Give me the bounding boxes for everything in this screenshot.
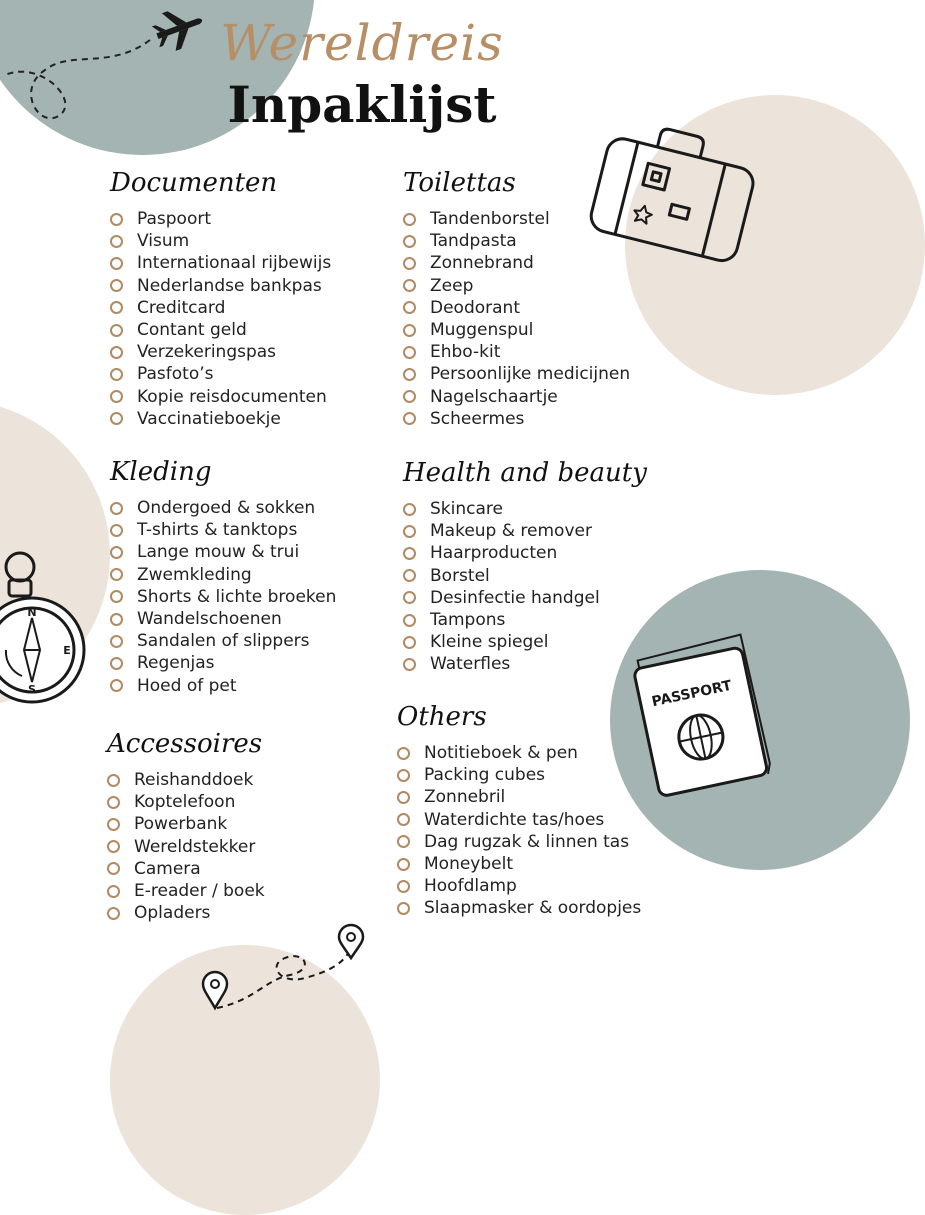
checklist-item[interactable]: [110, 541, 336, 563]
checklist-item-label: Packing cubes: [424, 765, 546, 786]
checkbox-circle-icon[interactable]: [107, 796, 120, 809]
checkbox-circle-icon[interactable]: [397, 880, 410, 893]
checklist-item-label: Haarproducten: [430, 543, 558, 564]
checklist-item-label: Borstel: [430, 565, 490, 586]
section-title: Others: [397, 702, 487, 732]
checklist-item[interactable]: [397, 831, 641, 853]
section-others: [397, 704, 641, 920]
checklist-item[interactable]: [397, 809, 641, 831]
checklist: [403, 498, 647, 676]
checklist-item[interactable]: [110, 564, 336, 586]
checklist-item-label: Notitieboek & pen: [424, 743, 578, 764]
checklist-item[interactable]: [107, 813, 265, 835]
checklist-item-label: Kopie reisdocumenten: [137, 386, 327, 407]
checklist-item-label: E-reader / boek: [134, 881, 265, 902]
checklist-item-label: Zwemkleding: [137, 564, 252, 585]
checklist-item-label: Deodorant: [430, 297, 520, 318]
checklist-item[interactable]: [107, 858, 265, 880]
checklist-item-label: Desinfectie handgel: [430, 587, 600, 608]
checklist-item[interactable]: [403, 275, 630, 297]
checklist-item-label: Zeep: [430, 275, 474, 296]
checkbox-circle-icon[interactable]: [110, 368, 123, 381]
checklist-item-label: Ehbo-kit: [430, 342, 501, 363]
checkbox-circle-icon[interactable]: [110, 213, 123, 226]
checkbox-circle-icon[interactable]: [403, 591, 416, 604]
checkbox-circle-icon[interactable]: [110, 279, 123, 292]
checklist-item[interactable]: [403, 363, 630, 385]
checklist-item[interactable]: [403, 498, 647, 520]
checklist-item[interactable]: [110, 652, 336, 674]
checklist-item[interactable]: [107, 836, 265, 858]
checklist-item[interactable]: [397, 853, 641, 875]
checkbox-circle-icon[interactable]: [403, 525, 416, 538]
checkbox-circle-icon[interactable]: [110, 257, 123, 270]
checkbox-circle-icon[interactable]: [397, 858, 410, 871]
checkbox-circle-icon[interactable]: [110, 524, 123, 537]
page-title: Inpaklijst: [227, 75, 497, 134]
checklist-item[interactable]: [110, 519, 336, 541]
checkbox-circle-icon[interactable]: [110, 613, 123, 626]
checklist-item-label: Kleine spiegel: [430, 632, 549, 653]
checklist-item-label: Contant geld: [137, 320, 247, 341]
checklist-item[interactable]: [110, 341, 331, 363]
checkbox-circle-icon[interactable]: [403, 235, 416, 248]
checklist-item-label: T-shirts & tanktops: [137, 520, 298, 541]
checklist-item-label: Verzekeringspas: [137, 342, 277, 363]
checkbox-circle-icon[interactable]: [107, 774, 120, 787]
checklist-item[interactable]: [110, 608, 336, 630]
compass-s: S: [28, 683, 36, 696]
checklist: [403, 208, 630, 430]
checklist-item[interactable]: [110, 408, 331, 430]
checkbox-circle-icon[interactable]: [403, 346, 416, 359]
checklist-item-label: Persoonlijke medicijnen: [430, 364, 631, 385]
checklist-item[interactable]: [107, 880, 265, 902]
checkbox-circle-icon[interactable]: [403, 569, 416, 582]
checklist-item-label: Reishanddoek: [134, 770, 254, 791]
checklist-item[interactable]: [397, 742, 641, 764]
checklist-item-label: Koptelefoon: [134, 792, 236, 813]
checklist-item-label: Skincare: [430, 499, 503, 520]
checklist-item-label: Paspoort: [137, 209, 212, 230]
checklist-item-label: Dag rugzak & linnen tas: [424, 831, 630, 852]
checklist-item-label: Waterdichte tas/hoes: [424, 809, 605, 830]
checklist: [110, 497, 336, 697]
checklist-item-label: Zonnebrand: [430, 253, 534, 274]
checklist-item-label: Internationaal rijbewijs: [137, 253, 332, 274]
checklist-item-label: Shorts & lichte broeken: [137, 586, 337, 607]
checkbox-circle-icon[interactable]: [403, 412, 416, 425]
checklist-item-label: Scheermes: [430, 408, 525, 429]
checkbox-circle-icon[interactable]: [403, 279, 416, 292]
checkbox-circle-icon[interactable]: [107, 885, 120, 898]
checklist-item[interactable]: [110, 208, 331, 230]
checkbox-circle-icon[interactable]: [110, 390, 123, 403]
checkbox-circle-icon[interactable]: [107, 840, 120, 853]
passport-label: PASSPORT: [650, 677, 734, 711]
checkbox-circle-icon[interactable]: [110, 679, 123, 692]
checkbox-circle-icon[interactable]: [110, 568, 123, 581]
checkbox-circle-icon[interactable]: [397, 747, 410, 760]
checklist: [110, 208, 331, 430]
checklist-item[interactable]: [397, 764, 641, 786]
checkbox-circle-icon[interactable]: [107, 862, 120, 875]
section-title: Kleding: [110, 457, 212, 487]
section-accessoires: [107, 731, 265, 924]
checklist-item[interactable]: [110, 630, 336, 652]
checklist-item-label: Opladers: [134, 903, 211, 924]
location-pin-icon: [195, 920, 370, 1024]
checklist-item-label: Nagelschaartje: [430, 386, 558, 407]
checklist-item-label: Slaapmasker & oordopjes: [424, 898, 642, 919]
checkbox-circle-icon[interactable]: [403, 636, 416, 649]
checkbox-circle-icon[interactable]: [110, 235, 123, 248]
checklist-item-label: Tandpasta: [430, 231, 517, 252]
checkbox-circle-icon[interactable]: [397, 813, 410, 826]
section-kleding: [110, 459, 336, 697]
checklist-item-label: Muggenspul: [430, 320, 534, 341]
checklist-item-label: Sandalen of slippers: [137, 631, 310, 652]
checkbox-circle-icon[interactable]: [397, 769, 410, 782]
page-title-script: Wereldreis: [220, 14, 504, 72]
checkbox-circle-icon[interactable]: [403, 324, 416, 337]
checklist-item-label: Wandelschoenen: [137, 609, 282, 630]
checkbox-circle-icon[interactable]: [403, 547, 416, 560]
checkbox-circle-icon[interactable]: [110, 657, 123, 670]
checklist-item[interactable]: [397, 875, 641, 897]
checklist-item[interactable]: [107, 902, 265, 924]
checkbox-circle-icon[interactable]: [403, 614, 416, 627]
checkbox-circle-icon[interactable]: [110, 546, 123, 559]
checkbox-circle-icon[interactable]: [403, 658, 416, 671]
checklist-item[interactable]: [107, 791, 265, 813]
checklist-item[interactable]: [403, 653, 647, 675]
checklist-item-label: Makeup & remover: [430, 521, 592, 542]
section-title: Documenten: [110, 168, 278, 198]
checkbox-circle-icon[interactable]: [110, 324, 123, 337]
checklist-item[interactable]: [403, 297, 630, 319]
checkbox-circle-icon[interactable]: [403, 213, 416, 226]
checkbox-circle-icon[interactable]: [397, 902, 410, 915]
checklist-item[interactable]: [110, 252, 331, 274]
section-title: Health and beauty: [403, 458, 647, 488]
checklist-item[interactable]: [110, 363, 331, 385]
checklist-item-label: Ondergoed & sokken: [137, 498, 316, 519]
checklist-item-label: Lange mouw & trui: [137, 542, 300, 563]
checklist-item[interactable]: [110, 275, 331, 297]
checklist-item[interactable]: [403, 565, 647, 587]
checkbox-circle-icon[interactable]: [403, 368, 416, 381]
checklist-item[interactable]: [110, 230, 331, 252]
checklist-item[interactable]: [403, 408, 630, 430]
checklist-item[interactable]: [403, 542, 647, 564]
checkbox-circle-icon[interactable]: [403, 257, 416, 270]
checklist-item[interactable]: [397, 786, 641, 808]
checklist-item[interactable]: [403, 252, 630, 274]
checklist-item[interactable]: [110, 386, 331, 408]
checklist-item-label: Creditcard: [137, 297, 226, 318]
checklist-item-label: Hoed of pet: [137, 675, 237, 696]
checkbox-circle-icon[interactable]: [403, 503, 416, 516]
checklist-item-label: Moneybelt: [424, 854, 514, 875]
checklist-item[interactable]: [403, 609, 647, 631]
checkbox-circle-icon[interactable]: [110, 346, 123, 359]
checklist-item-label: Powerbank: [134, 814, 228, 835]
section-documenten: [110, 170, 331, 430]
checklist: [397, 742, 641, 920]
checklist-item[interactable]: [403, 208, 630, 230]
checklist-item[interactable]: [403, 520, 647, 542]
checklist-item-label: Wereldstekker: [134, 836, 256, 857]
checklist-item-label: Tampons: [430, 610, 506, 631]
checklist-item[interactable]: [107, 769, 265, 791]
checklist-item-label: Waterfles: [430, 654, 511, 675]
checklist-item-label: Camera: [134, 858, 201, 879]
checkbox-circle-icon[interactable]: [403, 301, 416, 314]
checklist-item-label: Hoofdlamp: [424, 876, 517, 897]
section-title: Toilettas: [403, 168, 516, 198]
checklist-item[interactable]: [397, 897, 641, 919]
checklist-item[interactable]: [110, 319, 331, 341]
compass-e: E: [63, 644, 71, 657]
checkbox-circle-icon[interactable]: [403, 390, 416, 403]
checkbox-circle-icon[interactable]: [107, 907, 120, 920]
checkbox-circle-icon[interactable]: [110, 502, 123, 515]
checklist-item[interactable]: [110, 497, 336, 519]
compass-n: N: [27, 606, 37, 619]
checkbox-circle-icon[interactable]: [397, 835, 410, 848]
checklist-item-label: Tandenborstel: [430, 209, 550, 230]
checkbox-circle-icon[interactable]: [110, 412, 123, 425]
section-health-and-beauty: [403, 460, 647, 676]
section-toilettas: [403, 170, 630, 430]
checkbox-circle-icon[interactable]: [397, 791, 410, 804]
checklist-item-label: Zonnebril: [424, 787, 506, 808]
checkbox-circle-icon[interactable]: [107, 818, 120, 831]
checklist-item[interactable]: [110, 586, 336, 608]
checklist-item[interactable]: [110, 675, 336, 697]
checklist-item[interactable]: [403, 386, 630, 408]
checklist-item[interactable]: [403, 341, 630, 363]
checklist-item-label: Regenjas: [137, 653, 215, 674]
checkbox-circle-icon[interactable]: [110, 301, 123, 314]
checklist-item-label: Vaccinatieboekje: [137, 408, 281, 429]
checklist-item-label: Pasfoto’s: [137, 364, 214, 385]
checklist-item[interactable]: [403, 319, 630, 341]
checklist-item[interactable]: [110, 297, 331, 319]
compass-icon: [0, 550, 92, 710]
checklist-item[interactable]: [403, 631, 647, 653]
checklist-item-label: Nederlandse bankpas: [137, 275, 322, 296]
checklist-item-label: Visum: [137, 231, 190, 252]
section-title: Accessoires: [107, 729, 263, 759]
checkbox-circle-icon[interactable]: [110, 635, 123, 648]
checklist: [107, 769, 265, 924]
checklist-item[interactable]: [403, 587, 647, 609]
checkbox-circle-icon[interactable]: [110, 590, 123, 603]
checklist-item[interactable]: [403, 230, 630, 252]
